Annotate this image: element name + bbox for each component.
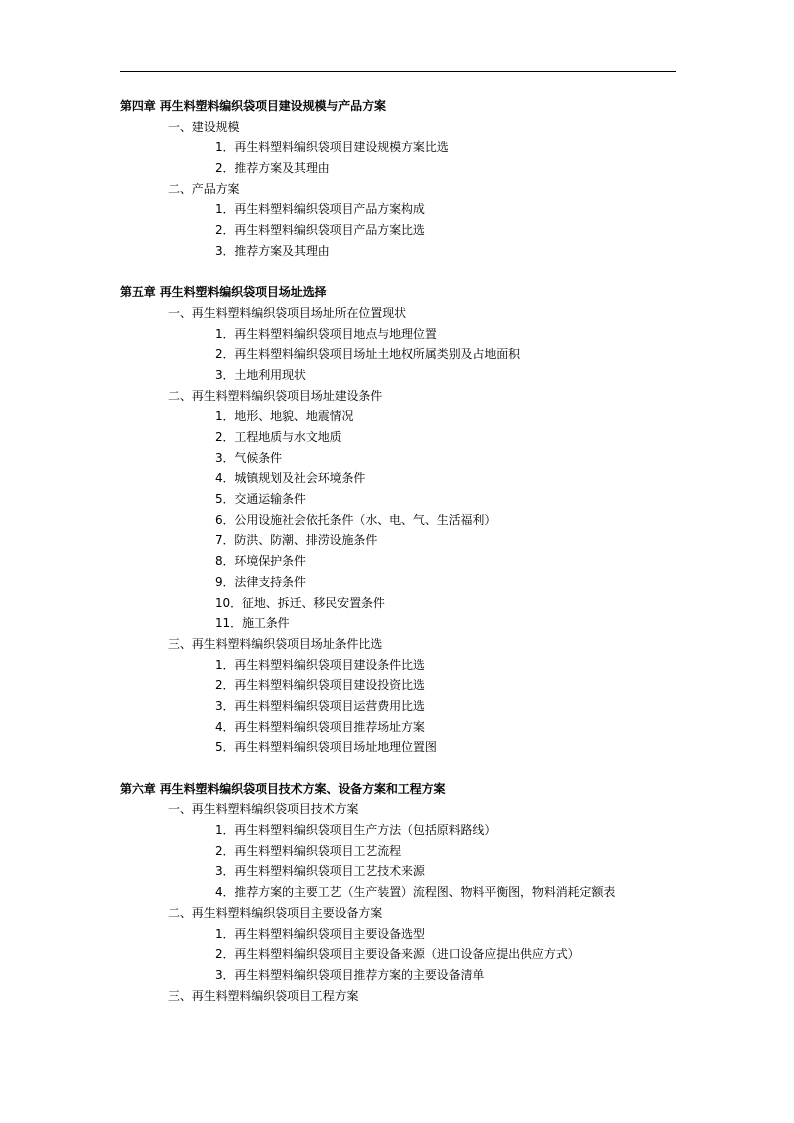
chapter-spacer bbox=[0, 262, 794, 283]
section-title: 二、再生料塑料编织袋项目主要设备方案 bbox=[168, 905, 383, 920]
toc-item: 4．城镇规划及社会环境条件 bbox=[215, 471, 366, 486]
section-title: 一、再生料塑料编织袋项目场址所在位置现状 bbox=[168, 305, 407, 320]
toc-item: 8．环境保护条件 bbox=[215, 554, 306, 569]
header-rule bbox=[120, 71, 676, 72]
chapter-title: 第五章 再生料塑料编织袋项目场址选择 bbox=[120, 285, 327, 300]
toc-item: 3．推荐方案及其理由 bbox=[215, 243, 330, 258]
toc-item: 1．再生料塑料编织袋项目主要设备选型 bbox=[215, 926, 425, 941]
toc-item: 1．再生料塑料编织袋项目产品方案构成 bbox=[215, 202, 425, 217]
toc-item: 3．再生料塑料编织袋项目工艺技术来源 bbox=[215, 864, 425, 879]
toc-item: 2．再生料塑料编织袋项目主要设备来源（进口设备应提出供应方式） bbox=[215, 947, 580, 962]
toc-item: 5．再生料塑料编织袋项目场址地理位置图 bbox=[215, 740, 437, 755]
section-title: 二、产品方案 bbox=[168, 181, 240, 196]
toc-item: 7．防洪、防潮、排涝设施条件 bbox=[215, 533, 378, 548]
section-title: 一、建设规模 bbox=[168, 119, 240, 134]
toc-item: 3．再生料塑料编织袋项目推荐方案的主要设备清单 bbox=[215, 967, 485, 982]
section-title: 二、再生料塑料编织袋项目场址建设条件 bbox=[168, 388, 383, 403]
toc-item: 1．再生料塑料编织袋项目建设规模方案比选 bbox=[215, 140, 449, 155]
toc-item: 2．再生料塑料编织袋项目场址土地权所属类别及占地面积 bbox=[215, 347, 521, 362]
toc-content bbox=[0, 96, 794, 1006]
toc-item: 2．工程地质与水文地质 bbox=[215, 430, 342, 444]
toc-item: 3．气候条件 bbox=[215, 450, 283, 465]
toc-item: 2．再生料塑料编织袋项目工艺流程 bbox=[215, 843, 402, 858]
toc-item: 2．推荐方案及其理由 bbox=[215, 161, 330, 176]
toc-item: 9．法律支持条件 bbox=[215, 574, 306, 589]
chapter-title: 第六章 再生料塑料编织袋项目技术方案、设备方案和工程方案 bbox=[120, 781, 446, 796]
chapter-spacer bbox=[0, 758, 794, 779]
toc-item: 1．再生料塑料编织袋项目生产方法（包括原料路线） bbox=[215, 823, 497, 838]
toc-item: 1．地形、地貌、地震情况 bbox=[215, 409, 354, 424]
toc-item: 3．土地利用现状 bbox=[215, 367, 306, 382]
toc-item: 1．再生料塑料编织袋项目地点与地理位置 bbox=[215, 326, 437, 341]
section-title: 三、再生料塑料编织袋项目工程方案 bbox=[168, 988, 359, 1003]
chapter-title: 第四章 再生料塑料编织袋项目建设规模与产品方案 bbox=[120, 99, 386, 113]
toc-item: 5．交通运输条件 bbox=[215, 492, 306, 507]
toc-item: 2．再生料塑料编织袋项目建设投资比选 bbox=[215, 678, 425, 693]
section-title: 三、再生料塑料编织袋项目场址条件比选 bbox=[168, 636, 383, 651]
toc-item: 6．公用设施社会依托条件（水、电、气、生活福利） bbox=[215, 512, 497, 527]
toc-item: 2．再生料塑料编织袋项目产品方案比选 bbox=[215, 223, 425, 238]
toc-item: 4．再生料塑料编织袋项目推荐场址方案 bbox=[215, 719, 425, 734]
toc-item: 1．再生料塑料编织袋项目建设条件比选 bbox=[215, 657, 425, 672]
toc-item: 10．征地、拆迁、移民安置条件 bbox=[215, 595, 385, 610]
toc-item: 4．推荐方案的主要工艺（生产装置）流程图、物料平衡图，物料消耗定额表 bbox=[215, 885, 616, 900]
toc-item: 11．施工条件 bbox=[215, 616, 290, 631]
section-title: 一、再生料塑料编织袋项目技术方案 bbox=[168, 802, 359, 817]
toc-item: 3．再生料塑料编织袋项目运营费用比选 bbox=[215, 698, 425, 713]
